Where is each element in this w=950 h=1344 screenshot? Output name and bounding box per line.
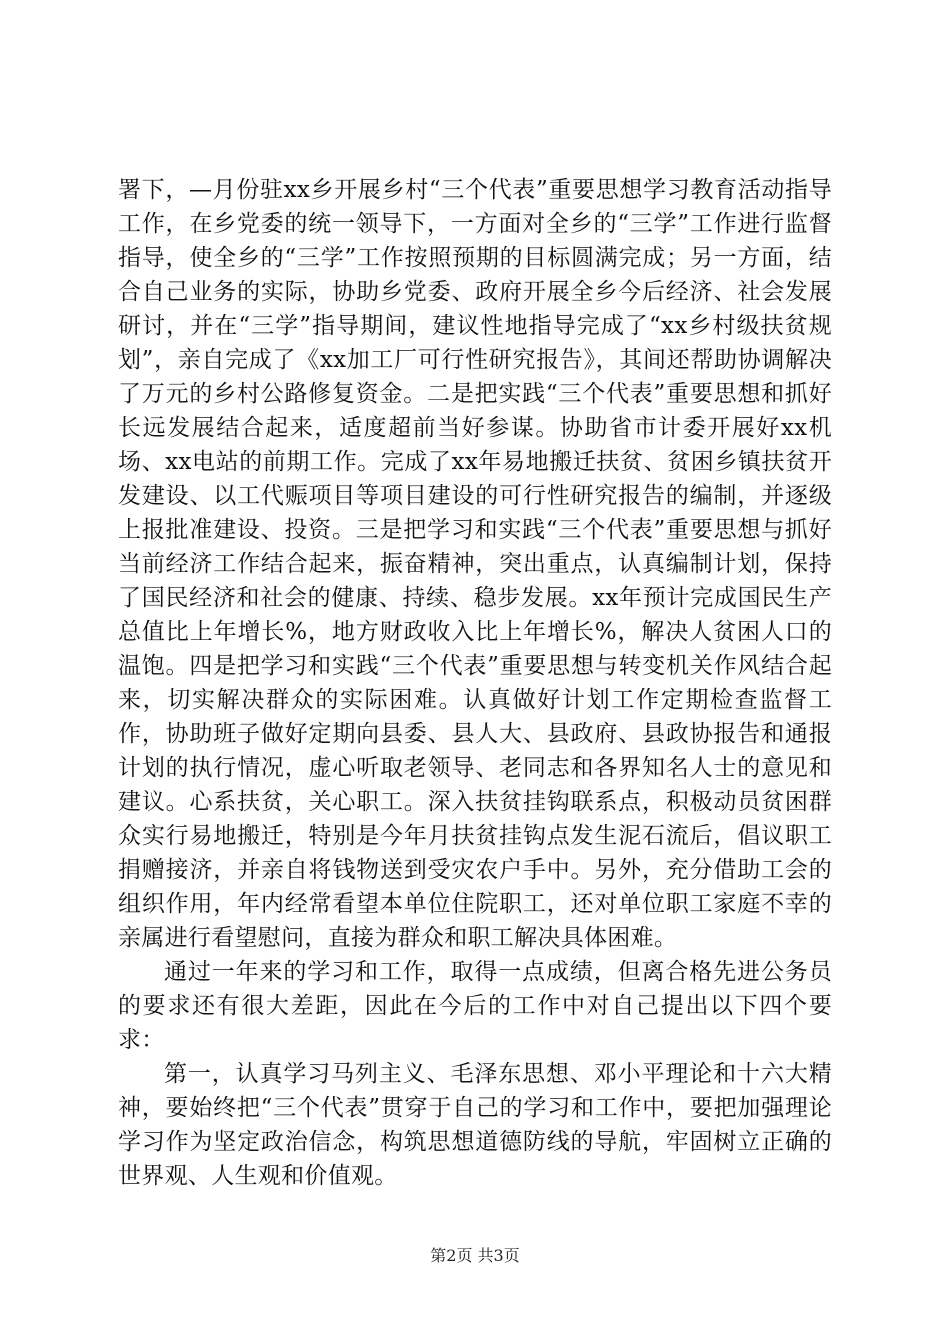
page-number-footer: 第2页 共3页 [430, 1246, 520, 1265]
paragraph-continued: 署下，—月份驻xx乡开展乡村“三个代表”重要思想学习教育活动指导工作，在乡党委的统一领导下，一方面对全乡的“三学”工作进行监督指导，使全乡的“三学”工作按照预期的目标圆满完成；另一方面，结合自己业务的实际，协助乡党委、政府开展全乡今后经济、社会发展研讨，并在“三学”指导期间，建议性地指导完成了“xx乡村级扶贫规划”，亲自完成了《xx加工厂可行性研究报告》，其间还帮助协调解决了万元的乡村公路修复资金。二是把实践“三个代表”重要思想和抓好长远发展结合起来，适度超前当好参谋。协助省市计委开展好xx机场、xx电站的前期工作。完成了xx年易地搬迁扶贫、贫困乡镇扶贫开发建设、以工代赈项目等项目建设的可行性研究报告的编制，并逐级上报批准建设、投资。三是把学习和实践“三个代表”重要思想与抓好当前经济工作结合起来，振奋精神，突出重点，认真编制计划，保持了国民经济和社会的健康、持续、稳步发展。xx年预计完成国民生产总值比上年增长%，地方财政收入比上年增长%，解决人贫困人口的温饱。四是把学习和实践“三个代表”重要思想与转变机关作风结合起来，切实解决群众的实际困难。认真做好计划工作定期检查监督工作，协助班子做好定期向县委、县人大、县政府、县政协报告和通报计划的执行情况，虚心听取老领导、老同志和各界知名人士的意见和建议。心系扶贫，关心职工。深入扶贫挂钩联系点，积极动员贫困群众实行易地搬迁，特别是今年月扶贫挂钩点发生泥石流后，倡议职工捐赠接济，并亲自将钱物送到受灾农户手中。另外，充分借助工会的组织作用，年内经常看望本单位住院职工，还对单位职工家庭不幸的亲属进行看望慰问，直接为群众和职工解决具体困难。 [118, 177, 832, 951]
document-body [118, 173, 832, 1193]
paragraph-requirement-one: 第一，认真学习马列主义、毛泽东思想、邓小平理论和十六大精神，要始终把“三个代表”贯穿于自己的学习和工作中，要把加强理论学习作为坚定政治信念，构筑思想道德防线的导航，牢固树立正确的世界观、人生观和价值观。 [118, 1061, 832, 1189]
paragraph-summary: 通过一年来的学习和工作，取得一点成绩，但离合格先进公务员的要求还有很大差距，因此在今后的工作中对自己提出以下四个要求： [118, 959, 832, 1053]
